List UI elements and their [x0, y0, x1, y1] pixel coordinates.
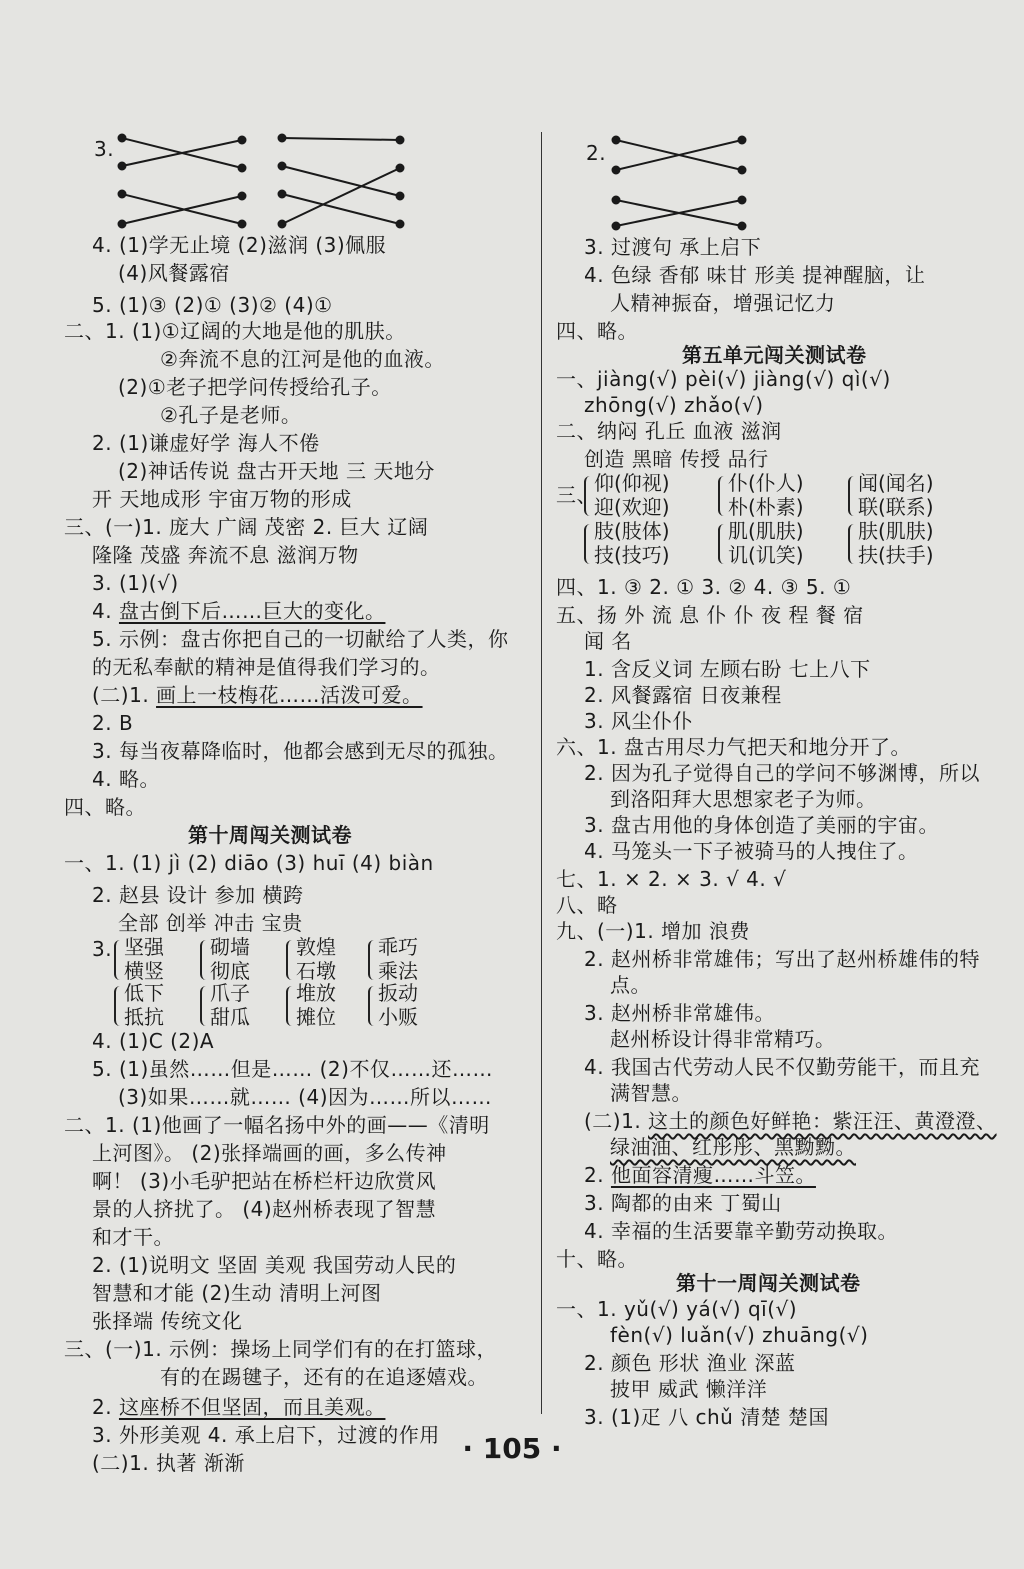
right-answer-line: 3. (1)疋 八 chǔ 清楚 楚国 [584, 1405, 830, 1429]
left-answer-line: ②奔流不息的江河是他的血液。 [160, 347, 445, 371]
right-answer-line: 2. 他面容清瘦……斗笠。 [584, 1163, 816, 1187]
left-answer-line: 和才干。 [92, 1225, 174, 1249]
left-answer-line: 3. 每当夜幕降临时，他都会感到无尽的孤独。 [92, 739, 509, 763]
right-answer-line: 人精神振奋，增强记忆力 [610, 291, 836, 315]
right-answer-line: 4. 马笼头一下子被骑马的人拽住了。 [584, 839, 919, 863]
left-answer-line: 开 天地成形 宇宙万物的形成 [92, 487, 352, 511]
brace-mark [718, 476, 728, 516]
pair-top: 肌(肌肤) [728, 519, 804, 543]
pair-bottom: 甜瓜 [210, 1005, 250, 1029]
brace-mark [718, 524, 728, 564]
brace-mark [848, 476, 858, 516]
pair-bottom: 联(联系) [858, 495, 934, 519]
right-answer-line: 四、略。 [556, 319, 638, 343]
right-answer-line: 赵州桥设计得非常精巧。 [610, 1027, 836, 1051]
pair-bottom: 横竖 [124, 959, 164, 983]
right-answer-line: 五、扬 外 流 息 仆 仆 夜 程 餐 宿 [556, 603, 864, 627]
brace-mark [584, 476, 594, 516]
right-answer-line: (二)1. 这土的颜色好鲜艳：紫汪汪、黄澄澄、 [584, 1109, 997, 1133]
brace-mark [584, 524, 594, 564]
right-answer-line: 4. 幸福的生活要靠辛勤劳动换取。 [584, 1219, 898, 1243]
left-answer-line: 四、略。 [64, 795, 146, 819]
column-divider [541, 132, 542, 1414]
left-answer-line: 全部 创举 冲击 宝贵 [118, 911, 303, 935]
pair-bottom: 乘法 [378, 959, 418, 983]
right-answer-line: 披甲 威武 懒洋洋 [610, 1377, 768, 1401]
right-answer-line: 3. 风尘仆仆 [584, 709, 693, 733]
left-answer-line: 二、1. (1)①辽阔的大地是他的肌肤。 [64, 319, 406, 343]
pair-top: 仆(仆人) [728, 471, 804, 495]
left-answer-line: 三、(一)1. 庞大 广阔 茂密 2. 巨大 辽阔 [64, 515, 429, 539]
left-answer-line: 三、(一)1. 示例：操场上同学们有的在打篮球， [64, 1337, 498, 1361]
left-answer-line: 2. (1)谦虚好学 海人不倦 [92, 431, 320, 455]
right-answer-line: 八、略 [556, 893, 618, 917]
brace-mark [114, 940, 124, 980]
pair-top: 仰(仰视) [594, 471, 670, 495]
right-answer-line: 2. 颜色 形状 渔业 深蓝 [584, 1351, 796, 1375]
matching-lines-right [556, 122, 1018, 232]
left-answer-line: 啊！ (3)小毛驴把站在桥栏杆边欣赏风 [92, 1169, 437, 1193]
right-answer-line: 2. [586, 141, 607, 165]
left-answer-line: 2. B [92, 711, 134, 735]
right-answer-line: 2. 赵州桥非常雄伟；写出了赵州桥雄伟的特 [584, 947, 980, 971]
right-answer-line: zhōng(√) zhǎo(√) [584, 393, 764, 417]
pair-bottom: 迎(欢迎) [594, 495, 670, 519]
brace-mark [368, 940, 378, 980]
right-answer-line: 二、纳闷 孔丘 血液 滋润 [556, 419, 782, 443]
pair-top: 乖巧 [378, 935, 418, 959]
left-answer-line: (4)风餐露宿 [118, 261, 230, 285]
left-answer-line: ②孔子是老师。 [160, 403, 302, 427]
right-answer-line: 七、1. × 2. × 3. √ 4. √ [556, 867, 787, 891]
right-answer-line: 3. 过渡句 承上启下 [584, 235, 762, 259]
left-answer-line: 一、1. (1) jì (2) diāo (3) huī (4) biàn [64, 851, 434, 875]
left-answer-line: 2. 这座桥不但坚固，而且美观。 [92, 1395, 386, 1419]
brace-mark [200, 940, 210, 980]
left-answer-line: 有的在踢毽子，还有的在追逐嬉戏。 [160, 1365, 488, 1389]
left-answer-line: 的无私奉献的精神是值得我们学习的。 [92, 655, 441, 679]
right-section-heading: 第十一周闯关测试卷 [676, 1271, 861, 1295]
right-section-heading: 第五单元闯关测试卷 [682, 343, 867, 367]
pair-bottom: 彻底 [210, 959, 250, 983]
pair-top: 敦煌 [296, 935, 336, 959]
left-answer-line: 5. (1)虽然……但是…… (2)不仅……还…… [92, 1057, 493, 1081]
left-answer-line: 上河图》。 (2)张择端画的画，多么传神 [92, 1141, 447, 1165]
left-answer-line: 3. 外形美观 4. 承上启下，过渡的作用 [92, 1423, 440, 1447]
right-answer-line: 2. 风餐露宿 日夜兼程 [584, 683, 782, 707]
pair-top: 肤(肌肤) [858, 519, 934, 543]
brace-mark [286, 940, 296, 980]
left-answer-line: (二)1. 执著 渐渐 [92, 1451, 245, 1475]
pair-bottom: 技(技巧) [594, 543, 670, 567]
brace-mark [286, 986, 296, 1026]
brace-mark [114, 986, 124, 1026]
right-answer-line: 满智慧。 [610, 1081, 692, 1105]
brace-section-label: 3. [92, 937, 113, 961]
left-answer-line: 智慧和才能 (2)生动 清明上河图 [92, 1281, 382, 1305]
right-answer-line: 4. 我国古代劳动人民不仅勤劳能干，而且充 [584, 1055, 980, 1079]
pair-bottom: 讥(讥笑) [728, 543, 804, 567]
pair-top: 低下 [124, 981, 164, 1005]
left-answer-line: 景的人挤扰了。 (4)赵州桥表现了智慧 [92, 1197, 437, 1221]
brace-mark [200, 986, 210, 1026]
right-answer-line: 1. 含反义词 左顾右盼 七上八下 [584, 657, 871, 681]
pair-top: 肢(肢体) [594, 519, 670, 543]
pair-top: 堆放 [296, 981, 336, 1005]
right-answer-line: fèn(√) luǎn(√) zhuāng(√) [610, 1323, 869, 1347]
left-answer-line: 4. (1)C (2)A [92, 1029, 215, 1053]
left-answer-line: 2. 赵县 设计 参加 横跨 [92, 883, 304, 907]
pair-top: 爪子 [210, 981, 250, 1005]
right-answer-line: 到洛阳拜大思想家老子为师。 [610, 787, 877, 811]
left-answer-line: 3. [94, 137, 115, 161]
left-answer-line: 二、1. (1)他画了一幅名扬中外的画——《清明 [64, 1113, 490, 1137]
pair-top: 坚强 [124, 935, 164, 959]
left-answer-line: 2. (1)说明文 坚固 美观 我国劳动人民的 [92, 1253, 457, 1277]
matching-lines-left [64, 122, 530, 232]
pair-top: 扳动 [378, 981, 418, 1005]
pair-bottom: 朴(朴素) [728, 495, 804, 519]
right-answer-line: 3. 盘古用他的身体创造了美丽的宇宙。 [584, 813, 939, 837]
right-answer-line: 一、1. yǔ(√) yá(√) qī(√) [556, 1297, 798, 1321]
left-answer-line: (3)如果……就…… (4)因为……所以…… [118, 1085, 493, 1109]
left-answer-line: 4. 略。 [92, 767, 160, 791]
left-answer-line: (2)①老子把学问传授给孔子。 [118, 375, 392, 399]
left-answer-line: 5. (1)③ (2)① (3)② (4)① [92, 293, 333, 317]
brace-mark [368, 986, 378, 1026]
right-answer-line: 九、(一)1. 增加 浪费 [556, 919, 750, 943]
right-answer-line: 四、1. ③ 2. ① 3. ② 4. ③ 5. ① [556, 575, 852, 599]
right-answer-line: 绿油油、红彤彤、黑黝黝。 [610, 1135, 856, 1159]
right-answer-line: 3. 赵州桥非常雄伟。 [584, 1001, 775, 1025]
pair-top: 闻(闻名) [858, 471, 934, 495]
left-answer-line: 3. (1)(√) [92, 571, 179, 595]
left-answer-line: (2)神话传说 盘古开天地 三 天地分 [118, 459, 435, 483]
right-answer-line: 六、1. 盘古用尽力气把天和地分开了。 [556, 735, 911, 759]
right-answer-line: 创造 黑暗 传授 品行 [584, 447, 769, 471]
page-number: · 105 · [462, 1432, 562, 1465]
left-answer-line: 隆隆 茂盛 奔流不息 滋润万物 [92, 543, 359, 567]
pair-bottom: 扶(扶手) [858, 543, 934, 567]
right-answer-line: 3. 陶都的由来 丁蜀山 [584, 1191, 782, 1215]
left-answer-line: 4. 盘古倒下后……巨大的变化。 [92, 599, 386, 623]
left-answer-line: 5. 示例：盘古你把自己的一切献给了人类，你 [92, 627, 509, 651]
right-answer-line: 2. 因为孔子觉得自己的学问不够渊博，所以 [584, 761, 980, 785]
right-answer-line: 一、jiàng(√) pèi(√) jiàng(√) qì(√) [556, 367, 891, 391]
pair-bottom: 抵抗 [124, 1005, 164, 1029]
right-answer-line: 闻 名 [584, 629, 632, 653]
left-section-heading: 第十周闯关测试卷 [188, 823, 352, 847]
left-answer-line: 4. (1)学无止境 (2)滋润 (3)佩服 [92, 233, 387, 257]
pair-bottom: 石墩 [296, 959, 336, 983]
right-answer-line: 十、略。 [556, 1247, 638, 1271]
right-answer-line: 点。 [610, 973, 651, 997]
pair-bottom: 小贩 [378, 1005, 418, 1029]
pair-bottom: 摊位 [296, 1005, 336, 1029]
pair-top: 砌墙 [210, 935, 250, 959]
brace-mark [848, 524, 858, 564]
left-answer-line: 张择端 传统文化 [92, 1309, 243, 1333]
left-answer-line: (二)1. 画上一枝梅花……活泼可爱。 [92, 683, 423, 707]
right-answer-line: 三、 [556, 483, 597, 507]
right-answer-line: 4. 色绿 香郁 味甘 形美 提神醒脑，让 [584, 263, 926, 287]
